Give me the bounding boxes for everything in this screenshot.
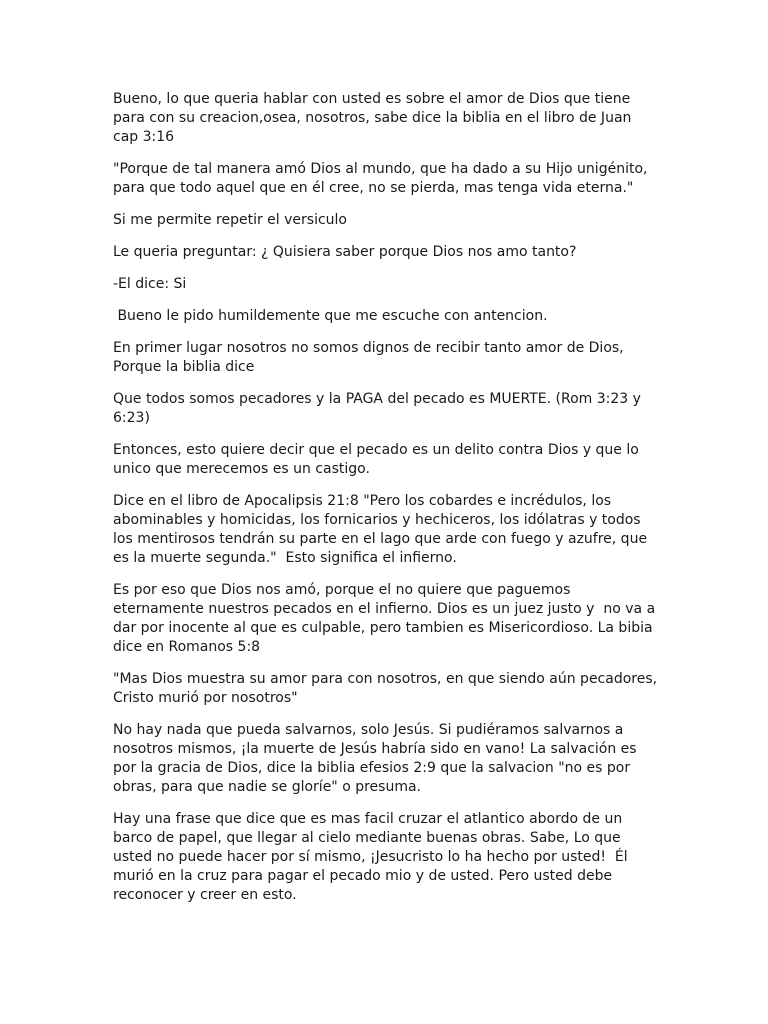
paragraph-paper-boat: Hay una frase que dice que es mas facil cruzar el atlantico abordo de un barco de papel, que llegar al cielo mediante buenas obras. Sabe, Lo que usted no puede hacer por sí mismo, ¡Jesucristo lo ha hecho por usted! Él murió en la cruz para pagar el pecado mio y de usted. Pero usted debe reconocer y creer en esto. — [113, 811, 633, 903]
paragraph-question: Le queria preguntar: ¿ Quisiera saber porque Dios nos amo tanto? — [113, 244, 577, 260]
paragraph-god-loved: Es por eso que Dios nos amó, porque el no quiere que paguemos eternamente nuestros pecados en el infierno. Dios es un juez justo y no va a dar por inocente al que es culpable, pero tambien es Misericordioso. La bibia dice en Romanos 5:8 — [113, 582, 660, 655]
paragraph-only-jesus: No hay nada que pueda salvarnos, solo Jesús. Si pudiéramos salvarnos a nosotros mismos, ¡la muerte de Jesús habría sido en vano! La salvación es por la gracia de Dios, dice la biblia efesios 2:9 que la salvacion "no es por obras, para que nadie se gloríe" o presuma. — [113, 722, 642, 795]
paragraph-romanos-quote: "Mas Dios muestra su amor para con nosotros, en que siendo aún pecadores, Cristo murió por nosotros" — [113, 671, 662, 706]
paragraph-answer: -El dice: Si — [113, 276, 187, 292]
paragraph-repeat-verse: Si me permite repetir el versiculo — [113, 212, 347, 228]
paragraph-sin-crime: Entonces, esto quiere decir que el pecado es un delito contra Dios y que lo unico que merecemos es un castigo. — [113, 442, 644, 477]
document-body — [113, 90, 662, 918]
paragraph-not-worthy: En primer lugar nosotros no somos dignos de recibir tanto amor de Dios, Porque la biblia dice — [113, 340, 629, 375]
paragraph-intro: Bueno, lo que queria hablar con usted es sobre el amor de Dios que tiene para con su creacion,osea, nosotros, sabe dice la biblia en el libro de Juan cap 3:16 — [113, 91, 636, 145]
paragraph-juan-3-16-quote: "Porque de tal manera amó Dios al mundo, que ha dado a su Hijo unigénito, para que todo aquel que en él cree, no se pierda, mas tenga vida eterna." — [113, 161, 652, 196]
paragraph-sinners: Que todos somos pecadores y la PAGA del pecado es MUERTE. (Rom 3:23 y 6:23) — [113, 391, 646, 426]
paragraph-listen-request: Bueno le pido humildemente que me escuche con antencion. — [113, 308, 548, 324]
paragraph-apocalipsis: Dice en el libro de Apocalipsis 21:8 "Pero los cobardes e incrédulos, los abominables y homicidas, los fornicarios y hechiceros, los idólatras y todos los mentirosos tendrán su parte en el lago que arde con fuego y azufre, que es la muerte segunda." Esto significa el infierno. — [113, 493, 652, 566]
